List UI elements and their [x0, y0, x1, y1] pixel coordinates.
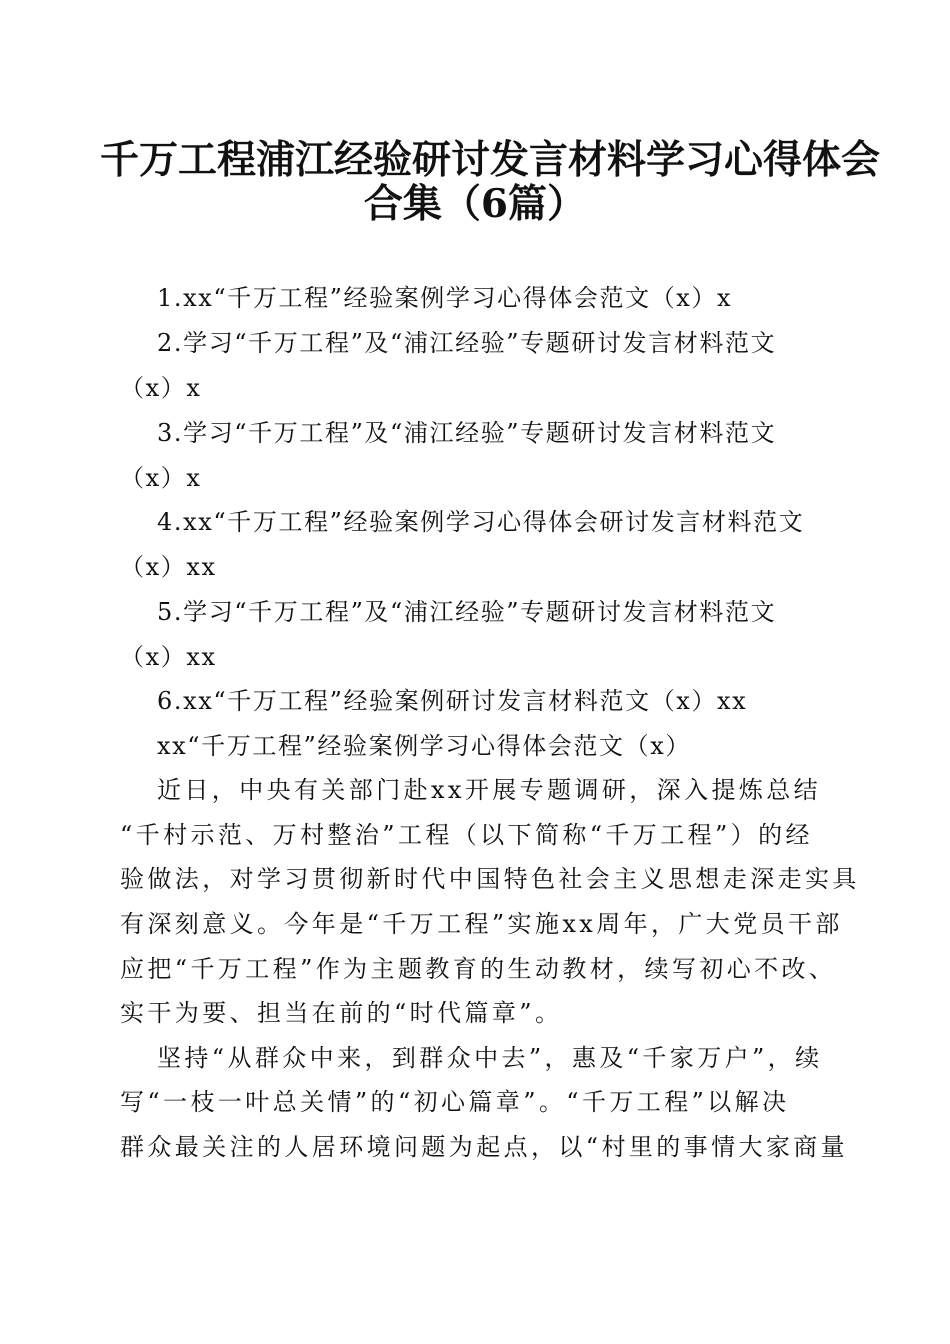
- toc-item-2: 2.学习“千万工程”及“浦江经验”专题研讨发言材料范文: [157, 329, 777, 357]
- section-heading: xx“千万工程”经验案例学习心得体会范文（x）: [157, 732, 691, 760]
- toc-item-3: 3.学习“千万工程”及“浦江经验”专题研讨发言材料范文: [157, 419, 777, 447]
- toc-item-3-continued: （x）x: [120, 464, 202, 492]
- paragraph-1-line-5: 应把“千万工程”作为主题教育的生动教材，续写初心不改、: [120, 955, 837, 983]
- paragraph-1-line-4: 有深刻意义。今年是“千万工程”实施xx周年，广大党员干部: [120, 910, 843, 938]
- toc-item-5-continued: （x）xx: [120, 643, 217, 671]
- toc-item-2-continued: （x）x: [120, 374, 202, 402]
- document-title-line-2: 合集（6篇）: [363, 181, 587, 227]
- paragraph-2-line-3: 群众最关注的人居环境问题为起点，以“村里的事情大家商量: [120, 1133, 849, 1161]
- paragraph-1-line-1: 近日，中央有关部门赴xx开展专题调研，深入提炼总结: [157, 776, 822, 804]
- toc-item-5: 5.学习“千万工程”及“浦江经验”专题研讨发言材料范文: [157, 598, 777, 626]
- toc-item-1: 1.xx“千万工程”经验案例学习心得体会范文（x）x: [157, 284, 733, 312]
- paragraph-1-line-6: 实干为要、担当在前的“时代篇章”。: [120, 999, 563, 1027]
- paragraph-2-line-2: 写“一枝一叶总关情”的“初心篇章”。“千万工程”以解决: [120, 1088, 790, 1116]
- paragraph-2-line-1: 坚持“从群众中来，到群众中去”，惠及“千家万户”，续: [157, 1044, 823, 1072]
- toc-item-4: 4.xx“千万工程”经验案例学习心得体会研讨发言材料范文: [157, 508, 805, 536]
- paragraph-1-line-3: 验做法，对学习贯彻新时代中国特色社会主义思想走深走实具: [120, 865, 860, 893]
- toc-item-6: 6.xx“千万工程”经验案例研讨发言材料范文（x）xx: [157, 687, 748, 715]
- document-title-line-1: 千万工程浦江经验研讨发言材料学习心得体会: [100, 137, 881, 183]
- toc-item-4-continued: （x）xx: [120, 553, 217, 581]
- paragraph-1-line-2: “千村示范、万村整治”工程（以下简称“千万工程”）的经: [120, 821, 813, 849]
